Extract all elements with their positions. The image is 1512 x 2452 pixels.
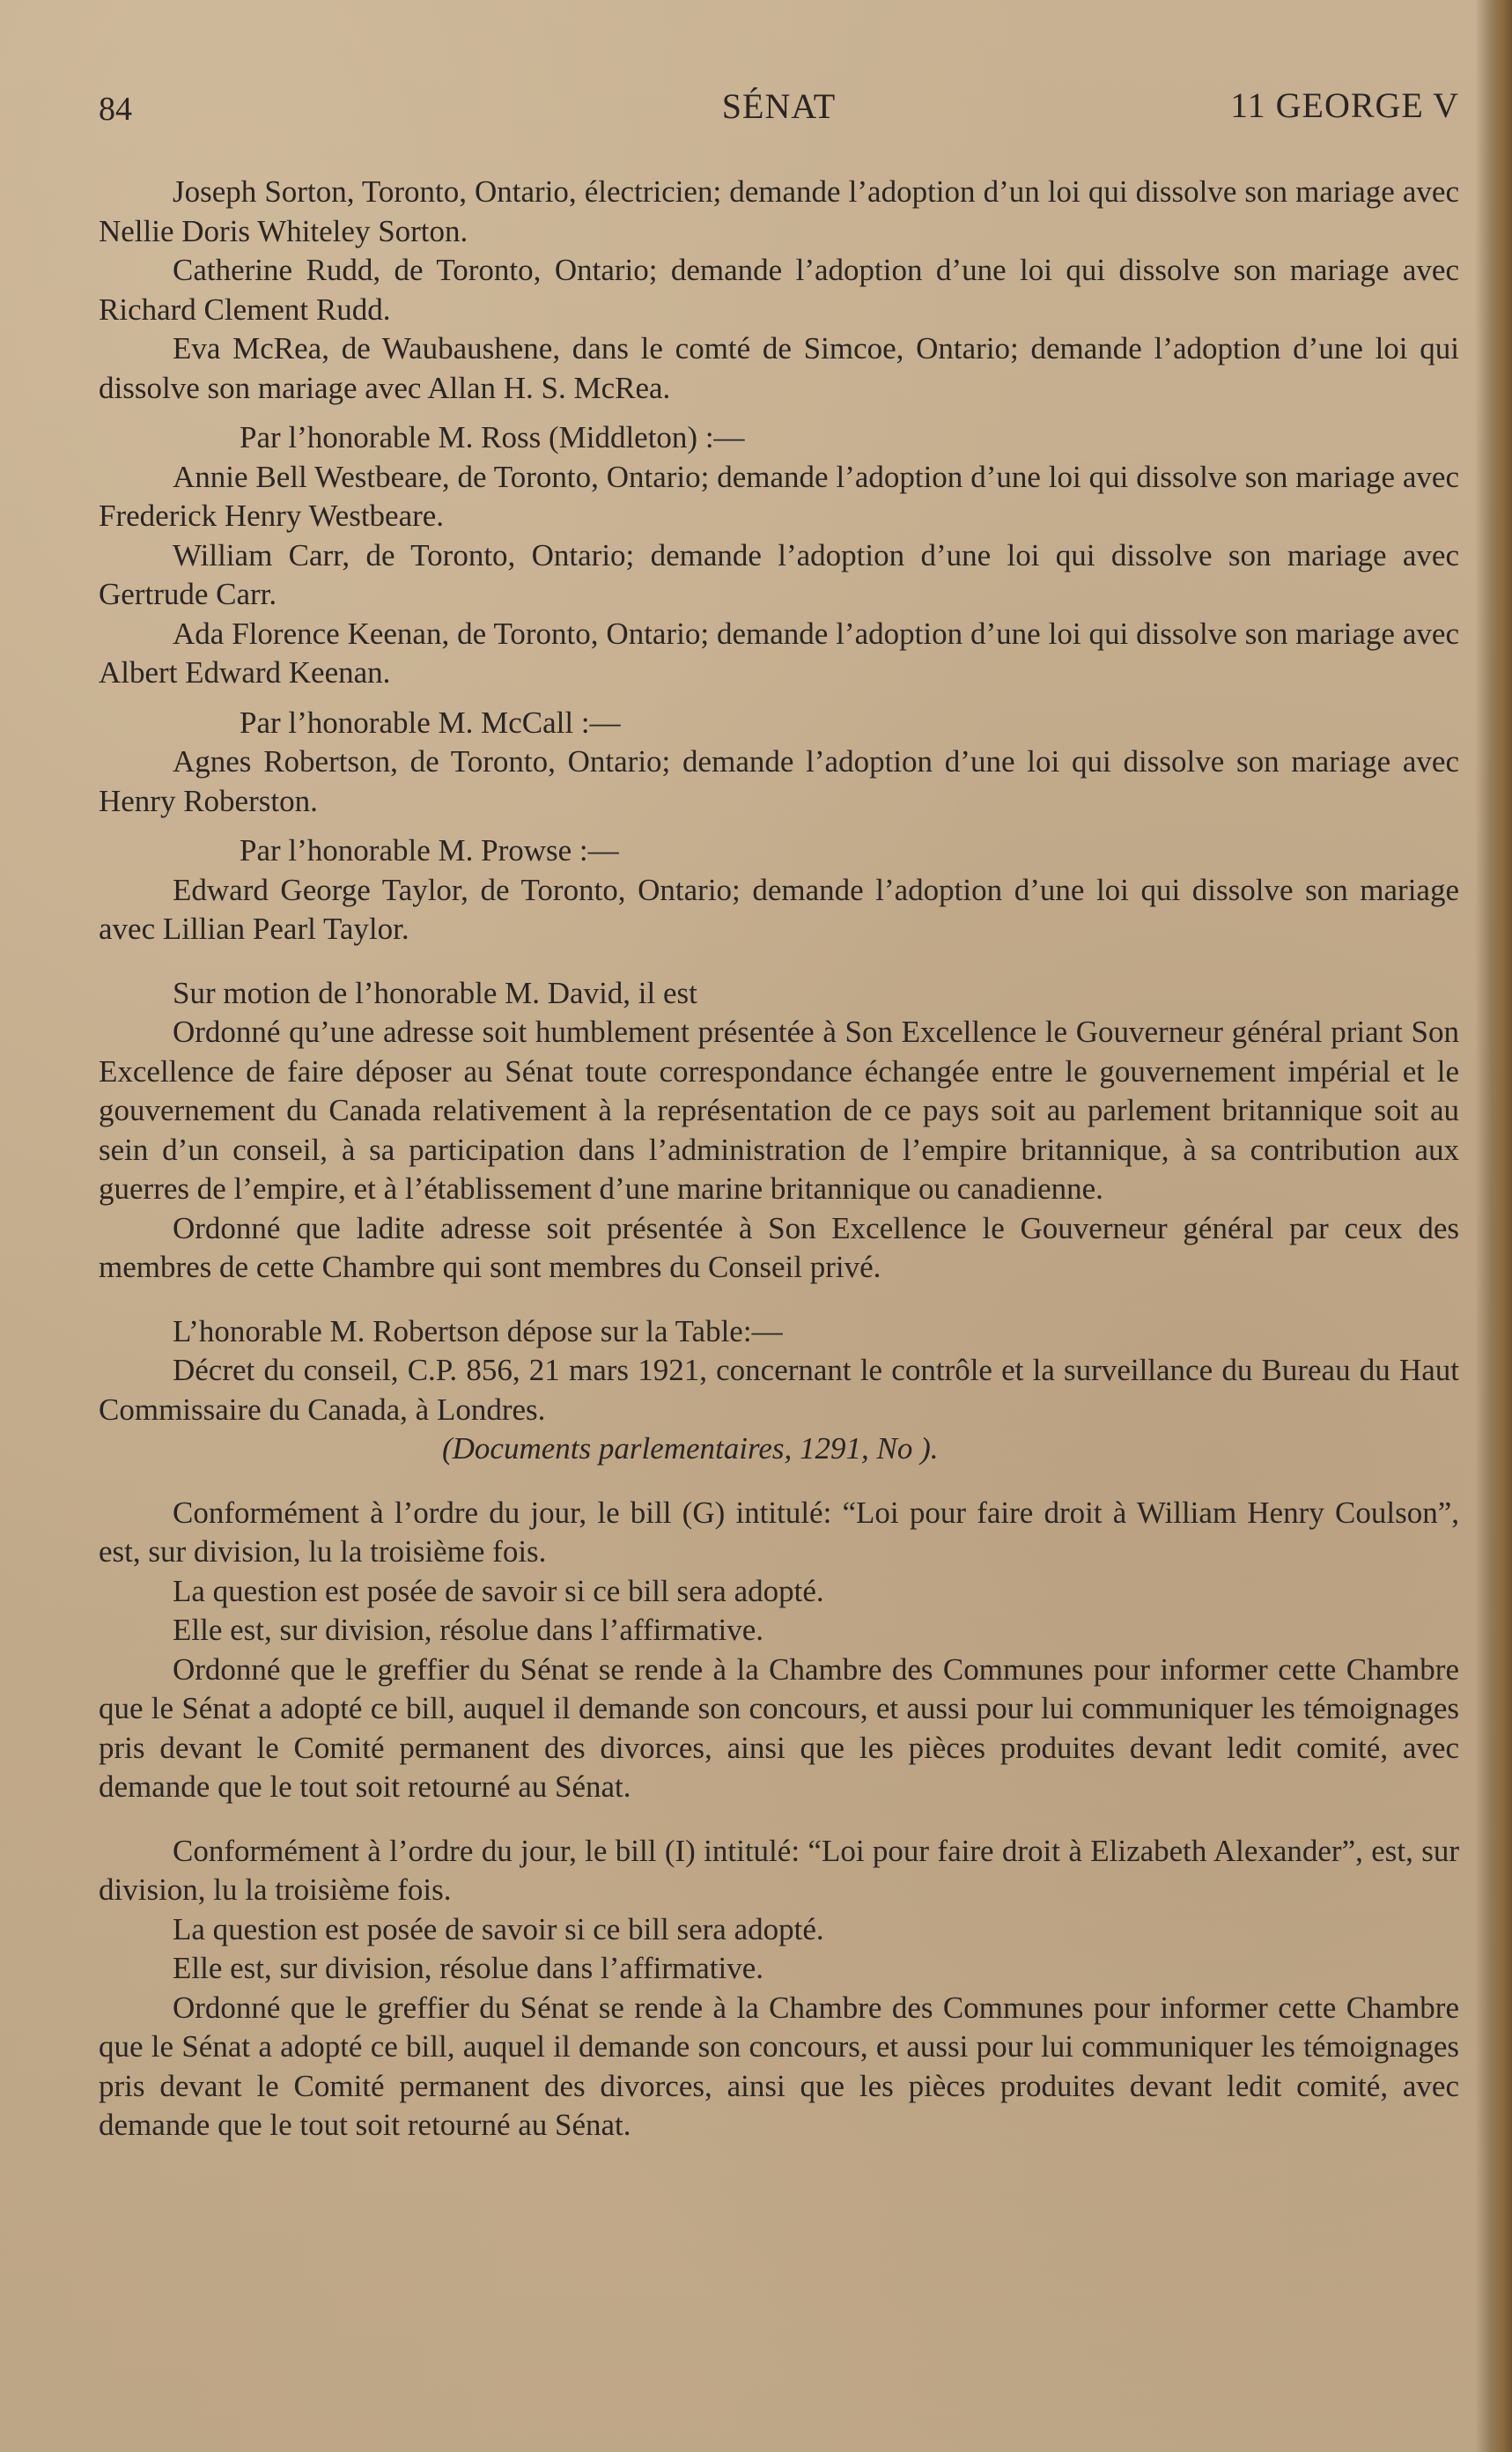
bill-paragraph: La question est posée de savoir si ce bill sera adopté. [173,1573,824,1608]
page-title: SÉNAT [721,86,837,126]
section-heading-mccall: Par l’honorable M. McCall :— [240,705,621,740]
bill-paragraph: Elle est, sur division, résolue dans l’affirmative. [173,1613,763,1647]
binding-edge [1475,0,1512,2452]
bill-paragraph: Ordonné que le greffier du Sénat se rende à la Chambre des Communes pour informer cette Chambre que le Sénat a adopté ce bill, auquel il demande son concours, et aussi pour lui communiquer les témoignages pris devant le Comité permanent des divorces, ainsi que les pièces produites devant ledit comité, avec demande que le tout soit retourné au Sénat. [99,1990,1459,2142]
section-heading-prowse: Par l’honorable M. Prowse :— [240,833,619,868]
petition-paragraph: William Carr, de Toronto, Ontario; demande l’adoption d’une loi qui dissolve son mariage avec Gertrude Carr. [99,537,1459,611]
bill-paragraph: Conformément à l’ordre du jour, le bill (G) intitulé: “Loi pour faire droit à William Henry Coulson”, est, sur division, lu la troisième fois. [99,1495,1459,1569]
motion-paragraph: Ordonné qu’une adresse soit humblement présentée à Son Excellence le Gouverneur général priant Son Excellence de faire déposer au Sénat toute correspondance échangée entre le gouvernement impérial et le gouvernement du Canada relativement à la représentation de ce pays soit au parlement britannique soit au sein d’un conseil, à sa participation dans l’administration de l’empire britannique, à sa contribution aux guerres de l’empire, et à l’établissement d’une marine britannique ou canadienne. [99,1015,1459,1206]
section-heading-ross: Par l’honorable M. Ross (Middleton) :— [240,420,745,454]
bill-paragraph: La question est posée de savoir si ce bill sera adopté. [173,1911,824,1946]
bill-paragraph: Elle est, sur division, résolue dans l’affirmative. [173,1951,763,1985]
petition-paragraph: Joseph Sorton, Toronto, Ontario, électricien; demande l’adoption d’un loi qui dissolve son mariage avec Nellie Doris Whiteley Sorton. [99,174,1459,248]
document-citation: (Documents parlementaires, 1291, No ). [442,1431,939,1466]
petition-paragraph: Catherine Rudd, de Toronto, Ontario; demande l’adoption d’une loi qui dissolve son mariage avec Richard Clement Rudd. [99,253,1459,327]
bill-paragraph: Conformément à l’ordre du jour, le bill (I) intitulé: “Loi pour faire droit à Elizabeth Alexander”, est, sur division, lu la troisième fois. [99,1833,1459,1907]
page-header [99,81,1459,134]
petition-paragraph: Eva McRea, de Waubaushene, dans le comté de Simcoe, Ontario; demande l’adoption d’une loi qui dissolve son mariage avec Allan H. S. McRea. [99,331,1459,405]
tabling-paragraph: L’honorable M. Robertson dépose sur la Table:— [173,1313,783,1348]
petition-paragraph: Ada Florence Keenan, de Toronto, Ontario; demande l’adoption d’une loi qui dissolve son mariage avec Albert Edward Keenan. [99,616,1459,690]
petition-paragraph: Annie Bell Westbeare, de Toronto, Ontario; demande l’adoption d’une loi qui dissolve son mariage avec Frederick Henry Westbeare. [99,459,1459,533]
motion-paragraph: Sur motion de l’honorable M. David, il est [173,975,697,1010]
page-body [99,173,1459,2146]
page-number: 84 [99,91,132,128]
tabling-paragraph: Décret du conseil, C.P. 856, 21 mars 1921, concernant le contrôle et la surveillance du Bureau du Haut Commissaire du Canada, à Londres. [99,1353,1459,1427]
regnal-year: 11 GEORGE V [1230,85,1459,125]
bill-paragraph: Ordonné que le greffier du Sénat se rende à la Chambre des Communes pour informer cette Chambre que le Sénat a adopté ce bill, auquel il demande son concours, et aussi pour lui communiquer les témoignages pris devant le Comité permanent des divorces, ainsi que les pièces produites devant ledit comité, avec demande que le tout soit retourné au Sénat. [99,1651,1459,1804]
petition-paragraph: Agnes Robertson, de Toronto, Ontario; demande l’adoption d’une loi qui dissolve son mariage avec Henry Roberston. [99,744,1459,818]
petition-paragraph: Edward George Taylor, de Toronto, Ontario; demande l’adoption d’une loi qui dissolve son mariage avec Lillian Pearl Taylor. [99,872,1459,946]
motion-paragraph: Ordonné que ladite adresse soit présentée à Son Excellence le Gouverneur général par ceux des membres de cette Chambre qui sont membres du Conseil privé. [99,1210,1459,1284]
